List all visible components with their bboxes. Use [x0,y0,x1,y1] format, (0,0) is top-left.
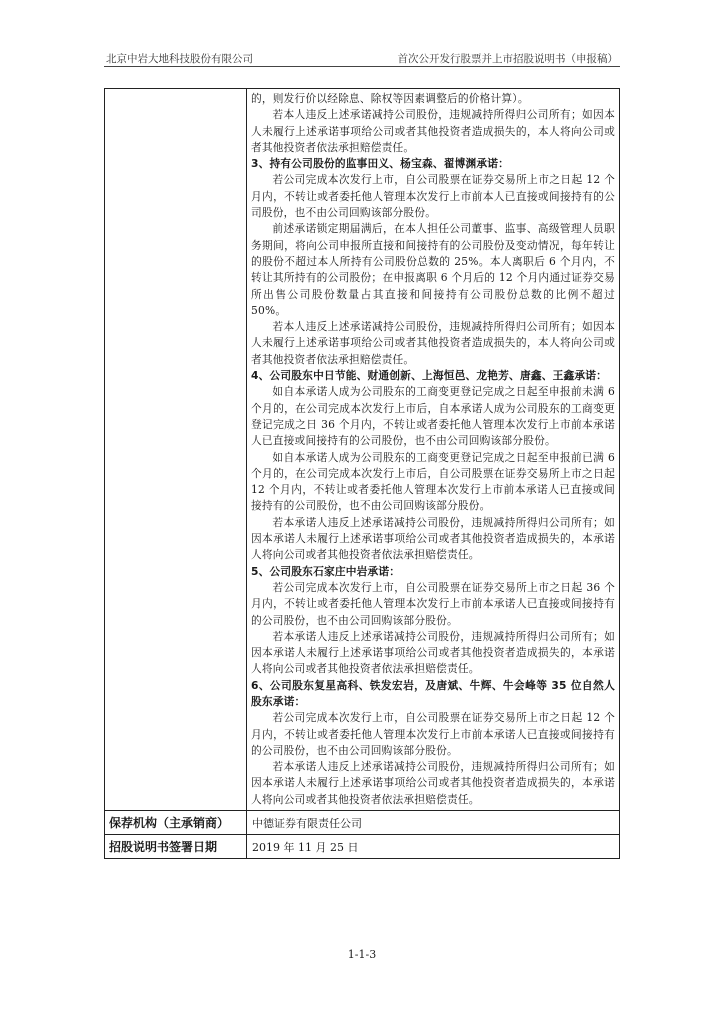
commitment-paragraph: 若本承诺人违反上述承诺减持公司股份，违规减持所得归公司所有；如因本承诺人未履行上述承诺事项给公司或者其他投资者造成损失的，本承诺人将向公司或者其他投资者依法承担赔偿责任。 [251,760,615,806]
commitment-content [247,89,620,811]
commitment-paragraph: 前述承诺锁定期届满后，在本人担任公司董事、监事、高级管理人员职务期间，将向公司申报所直接和间接持有的公司股份及变动情况，每年转让的股份不超过本人所持有公司股份总数的 25%。本人离职后 6 个月内，不转让其所持有的公司股份；在申报离职 6 个月后的 12 个月内通过证券交易所出售公司股份数量占其直接和间接持有公司股份总数的比例不超过 50%。 [251,222,615,317]
section-heading: 5、公司股东石家庄中岩承诺： [251,564,401,578]
sponsor-label: 保荐机构（主承销商） [105,811,247,835]
commitment-paragraph: 如自本承诺人成为公司股东的工商变更登记完成之日起至申报前未满 6 个月的，在公司完成本次发行上市后，自本承诺人成为公司股东的工商变更登记完成之日 36 个月内，不转让或者委托他人管理本次发行上市前本承诺人已直接或间接持有的公司股份，也不由公司回购该部分股份。 [251,385,615,448]
commitment-paragraph: 若公司完成本次发行上市，自公司股票在证券交易所上市之日起 36 个月内，不转让或者委托他人管理本次发行上市前本承诺人已直接或间接持有的公司股份，也不由公司回购该部分股份。 [251,580,615,627]
signing-date-row [105,835,620,859]
company-name: 北京中岩大地科技股份有限公司 [106,53,253,65]
commitment-paragraph: 的，则发行价以经除息、除权等因素调整后的价格计算）。 [251,92,529,105]
empty-label-cell [105,89,247,811]
prospectus-table [104,88,620,859]
section-heading: 6、公司股东复星高科、铁发宏岩，及唐斌、牛辉、牛会峰等 35 位自然人股东承诺： [251,678,615,708]
section-heading: 3、持有公司股份的监事田义、杨宝森、翟博渊承诺： [251,157,510,171]
commitment-paragraph: 若本承诺人违反上述承诺减持公司股份，违规减持所得归公司所有；如因本承诺人未履行上述承诺事项给公司或者其他投资者造成损失的，本承诺人将向公司或者其他投资者依法承担赔偿责任。 [251,629,615,676]
commitment-paragraph: 若公司完成本次发行上市，自公司股票在证券交易所上市之日起 12 个月内，不转让或者委托他人管理本次发行上市前本人已直接或间接持有的公司股份，也不由公司回购该部分股份。 [251,173,615,220]
page-header [104,48,620,67]
sponsor-row [105,811,620,835]
commitment-paragraph: 若本人违反上述承诺减持公司股份，违规减持所得归公司所有；如因本人未履行上述承诺事项给公司或者其他投资者造成损失的，本人将向公司或者其他投资者依法承担赔偿责任。 [251,320,615,366]
sponsor-value: 中德证券有限责任公司 [247,811,620,835]
section-heading: 4、公司股东中日节能、财通创新、上海恒邑、龙艳芳、唐鑫、王鑫承诺： [251,369,608,383]
commitment-paragraph: 如自本承诺人成为公司股东的工商变更登记完成之日起至申报前已满 6 个月的，在公司完成本次发行上市后，自公司股票在证券交易所上市之日起 12 个月内，不转让或者委托他人管理本次发行上市前本承诺人已直接或间接持有的公司股份，也不由公司回购该部分股份。 [251,450,615,513]
signing-date-label: 招股说明书签署日期 [105,835,247,859]
commitment-paragraph: 若本承诺人违反上述承诺减持公司股份，违规减持所得归公司所有；如因本承诺人未履行上述承诺事项给公司或者其他投资者造成损失的，本承诺人将向公司或者其他投资者依法承担赔偿责任。 [251,515,615,562]
commitment-paragraph: 若本人违反上述承诺减持公司股份，违规减持所得归公司所有；如因本人未履行上述承诺事项给公司或者其他投资者造成损失的，本人将向公司或者其他投资者依法承担赔偿责任。 [251,108,615,154]
commitment-row [105,89,620,811]
page-number: 1-1-3 [347,948,377,961]
commitment-paragraph: 若公司完成本次发行上市，自公司股票在证券交易所上市之日起 12 个月内，不转让或者委托他人管理本次发行上市前本承诺人已直接或间接持有的公司股份，也不由公司回购该部分股份。 [251,711,615,757]
document-title: 首次公开发行股票并上市招股说明书（申报稿） [397,53,618,65]
signing-date-value: 2019 年 11 月 25 日 [247,835,620,859]
